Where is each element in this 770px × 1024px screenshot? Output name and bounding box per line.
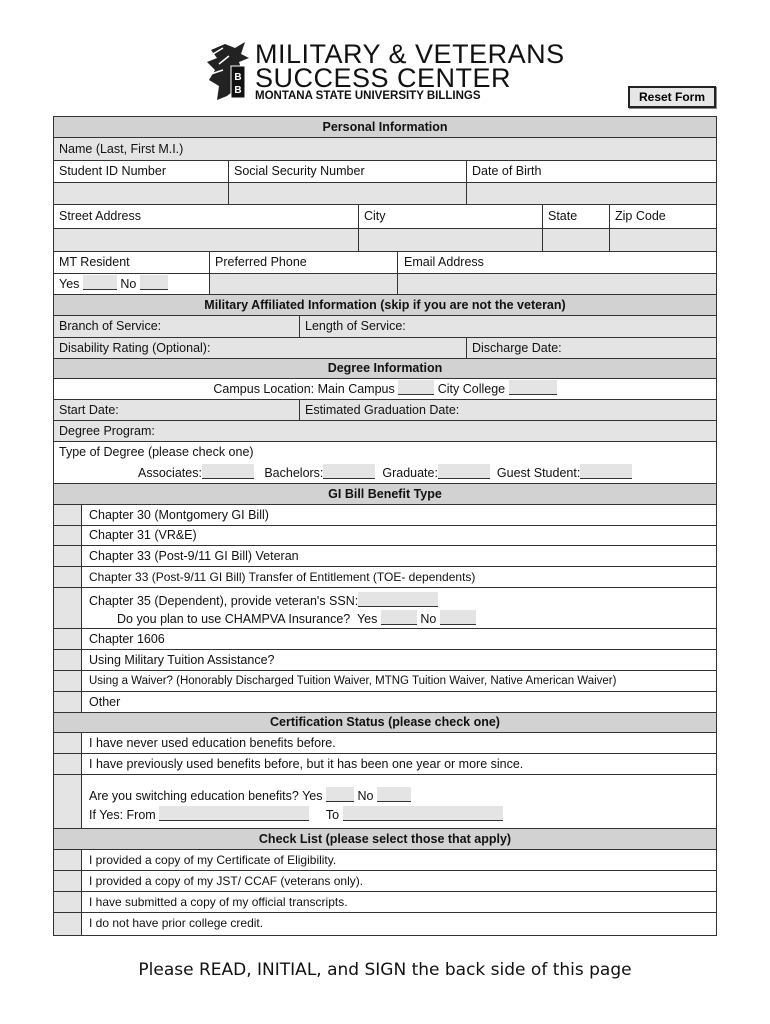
checklist-item-label: I provided a copy of my JST/ CCAF (veterans only). bbox=[89, 874, 364, 888]
city-college-label: City College bbox=[437, 382, 506, 396]
mt-resident-label: MT Resident bbox=[59, 255, 130, 269]
checkbox[interactable] bbox=[54, 650, 82, 670]
gi-item-ch30[interactable] bbox=[54, 505, 716, 526]
gi-item-label: Chapter 35 (Dependent), provide veteran's SSN: bbox=[89, 594, 359, 608]
svg-text:B: B bbox=[234, 72, 242, 83]
champva-no-input[interactable] bbox=[440, 610, 476, 625]
length-label: Length of Service: bbox=[305, 319, 406, 333]
msub-logo bbox=[205, 40, 575, 106]
name-label: Name (Last, First M.I.) bbox=[59, 142, 184, 156]
logo-title-line2: SUCCESS CENTER bbox=[255, 63, 512, 93]
section-header-certification: Certification Status (please check one) bbox=[54, 713, 716, 733]
reset-form-button[interactable]: Reset Form bbox=[628, 86, 716, 108]
degree-program-label: Degree Program: bbox=[59, 424, 155, 438]
if-yes-from-label: If Yes: From bbox=[89, 808, 156, 822]
degree-program-input[interactable] bbox=[54, 421, 716, 442]
email-input[interactable] bbox=[397, 274, 716, 294]
name-field[interactable] bbox=[54, 138, 716, 161]
student-id-label: Student ID Number bbox=[59, 164, 166, 178]
resident-no-input[interactable] bbox=[140, 275, 168, 290]
svg-text:B: B bbox=[234, 85, 242, 96]
campus-label: Campus Location: Main Campus bbox=[213, 382, 395, 396]
phone-input[interactable] bbox=[209, 274, 397, 294]
checklist-item-label: I do not have prior college credit. bbox=[89, 916, 264, 930]
associates-label: Associates: bbox=[138, 466, 202, 480]
checkbox[interactable] bbox=[54, 629, 82, 649]
start-date-label: Start Date: bbox=[59, 403, 119, 417]
gi-item-label: Chapter 31 (VR&E) bbox=[89, 528, 197, 542]
section-header-military: Military Affiliated Information (skip if you are not the veteran) bbox=[54, 295, 716, 316]
checkbox[interactable] bbox=[54, 913, 82, 935]
main-campus-input[interactable] bbox=[398, 380, 434, 395]
checkbox[interactable] bbox=[54, 733, 82, 753]
gi-item-label: Other bbox=[89, 695, 121, 709]
checkbox[interactable] bbox=[54, 754, 82, 774]
disability-input[interactable] bbox=[54, 338, 466, 358]
switching-label: Are you switching education benefits? Yes bbox=[89, 789, 323, 803]
graduate-label: Graduate: bbox=[382, 466, 438, 480]
resident-yes-input[interactable] bbox=[83, 275, 117, 290]
gi-item-ch33-toe[interactable] bbox=[54, 567, 716, 588]
grad-date-input[interactable] bbox=[299, 400, 716, 420]
checkbox[interactable] bbox=[54, 671, 82, 691]
checklist-item-transcripts[interactable] bbox=[54, 892, 716, 913]
guest-input[interactable] bbox=[580, 464, 632, 479]
cert-item-previously-used[interactable] bbox=[54, 754, 716, 775]
switching-no-label: No bbox=[357, 789, 374, 803]
footer-instruction: Please READ, INITIAL, and SIGN the back side of this page bbox=[138, 960, 632, 980]
resident-yes-label: Yes bbox=[59, 277, 80, 291]
associates-input[interactable] bbox=[202, 464, 254, 479]
cert-item-label: I have never used education benefits before. bbox=[89, 736, 336, 750]
disability-label: Disability Rating (Optional): bbox=[59, 341, 211, 355]
logo-title-line1: MILITARY & VETERANS bbox=[255, 39, 565, 69]
phone-label: Preferred Phone bbox=[209, 252, 397, 273]
city-label: City bbox=[358, 205, 542, 228]
section-header-checklist: Check List (please select those that apply) bbox=[54, 829, 716, 850]
checklist-item-label: I have submitted a copy of my official transcripts. bbox=[89, 895, 348, 909]
state-input[interactable] bbox=[542, 229, 609, 251]
gi-item-ch31[interactable] bbox=[54, 526, 716, 546]
student-id-input[interactable] bbox=[54, 183, 228, 204]
bachelors-input[interactable] bbox=[323, 464, 375, 479]
dob-label: Date of Birth bbox=[466, 161, 716, 182]
gi-item-tuition-assistance[interactable] bbox=[54, 650, 716, 671]
logo-university-name: MONTANA STATE UNIVERSITY BILLINGS bbox=[255, 90, 481, 102]
checklist-item-no-credit[interactable] bbox=[54, 913, 716, 935]
ssn-input[interactable] bbox=[228, 183, 466, 204]
gi-item-ch33-veteran[interactable] bbox=[54, 546, 716, 567]
gi-item-label: Using a Waiver? (Honorably Discharged Tuition Waiver, MTNG Tuition Waiver, Native American Waiver) bbox=[89, 675, 617, 687]
cert-item-switching[interactable] bbox=[54, 775, 716, 829]
checkbox[interactable] bbox=[54, 546, 82, 566]
gi-item-ch1606[interactable] bbox=[54, 629, 716, 650]
checkbox[interactable] bbox=[54, 871, 82, 891]
city-input[interactable] bbox=[358, 229, 542, 251]
gi-item-label: Chapter 33 (Post-9/11 GI Bill) Veteran bbox=[89, 549, 299, 563]
gi-item-waiver[interactable] bbox=[54, 671, 716, 692]
switching-no-input[interactable] bbox=[377, 787, 411, 802]
city-college-input[interactable] bbox=[509, 380, 557, 395]
degree-type-label: Type of Degree (please check one) bbox=[59, 445, 254, 459]
gi-item-label: Chapter 30 (Montgomery GI Bill) bbox=[89, 508, 269, 522]
start-date-input[interactable] bbox=[54, 400, 299, 420]
checkbox[interactable] bbox=[54, 567, 82, 587]
checkbox[interactable] bbox=[54, 850, 82, 870]
from-benefit-input[interactable] bbox=[159, 806, 309, 821]
discharge-input[interactable] bbox=[466, 338, 716, 358]
to-benefit-input[interactable] bbox=[343, 806, 503, 821]
to-label: To bbox=[325, 808, 340, 822]
dob-input[interactable] bbox=[466, 183, 716, 204]
zip-input[interactable] bbox=[609, 229, 716, 251]
graduate-input[interactable] bbox=[438, 464, 490, 479]
zip-label: Zip Code bbox=[609, 205, 716, 228]
section-header-personal: Personal Information bbox=[54, 117, 716, 138]
checkbox[interactable] bbox=[54, 505, 82, 525]
cert-item-label: I have previously used benefits before, but it has been one year or more since. bbox=[89, 757, 524, 771]
section-header-degree: Degree Information bbox=[54, 359, 716, 379]
checklist-item-label: I provided a copy of my Certificate of Eligibility. bbox=[89, 853, 337, 867]
champva-yes-input[interactable] bbox=[381, 610, 417, 625]
gi-item-other[interactable] bbox=[54, 692, 716, 713]
email-label: Email Address bbox=[404, 255, 484, 269]
state-label: State bbox=[542, 205, 609, 228]
champva-no-label: No bbox=[420, 612, 437, 626]
street-input[interactable] bbox=[54, 229, 358, 251]
checkbox[interactable] bbox=[54, 775, 82, 828]
resident-no-label: No bbox=[120, 277, 137, 291]
cert-item-never-used[interactable] bbox=[54, 733, 716, 754]
gi-item-ch35[interactable] bbox=[54, 588, 716, 629]
street-label: Street Address bbox=[59, 209, 141, 223]
guest-label: Guest Student: bbox=[496, 466, 581, 480]
checklist-item-jst[interactable] bbox=[54, 871, 716, 892]
enrollment-form bbox=[53, 116, 717, 936]
champva-yes-label: Yes bbox=[356, 612, 378, 626]
switching-yes-input[interactable] bbox=[326, 787, 354, 802]
yellowjacket-mascot-icon bbox=[205, 40, 253, 104]
section-header-gi-bill: GI Bill Benefit Type bbox=[54, 484, 716, 505]
checkbox[interactable] bbox=[54, 692, 82, 712]
checkbox[interactable] bbox=[54, 892, 82, 912]
length-input[interactable] bbox=[299, 316, 716, 337]
bachelors-label: Bachelors: bbox=[264, 466, 324, 480]
grad-date-label: Estimated Graduation Date: bbox=[305, 403, 460, 417]
veteran-ssn-input[interactable] bbox=[358, 592, 438, 607]
gi-item-label: Using Military Tuition Assistance? bbox=[89, 653, 275, 667]
checkbox[interactable] bbox=[54, 588, 82, 628]
discharge-label: Discharge Date: bbox=[472, 341, 562, 355]
checklist-item-coe[interactable] bbox=[54, 850, 716, 871]
ssn-label: Social Security Number bbox=[228, 161, 466, 182]
gi-item-label: Chapter 1606 bbox=[89, 632, 165, 646]
checkbox[interactable] bbox=[54, 526, 82, 545]
branch-input[interactable] bbox=[54, 316, 299, 337]
branch-label: Branch of Service: bbox=[59, 319, 162, 333]
champva-label: Do you plan to use CHAMPVA Insurance? bbox=[117, 612, 351, 626]
gi-item-label: Chapter 33 (Post-9/11 GI Bill) Transfer of Entitlement (TOE- dependents) bbox=[89, 570, 476, 584]
